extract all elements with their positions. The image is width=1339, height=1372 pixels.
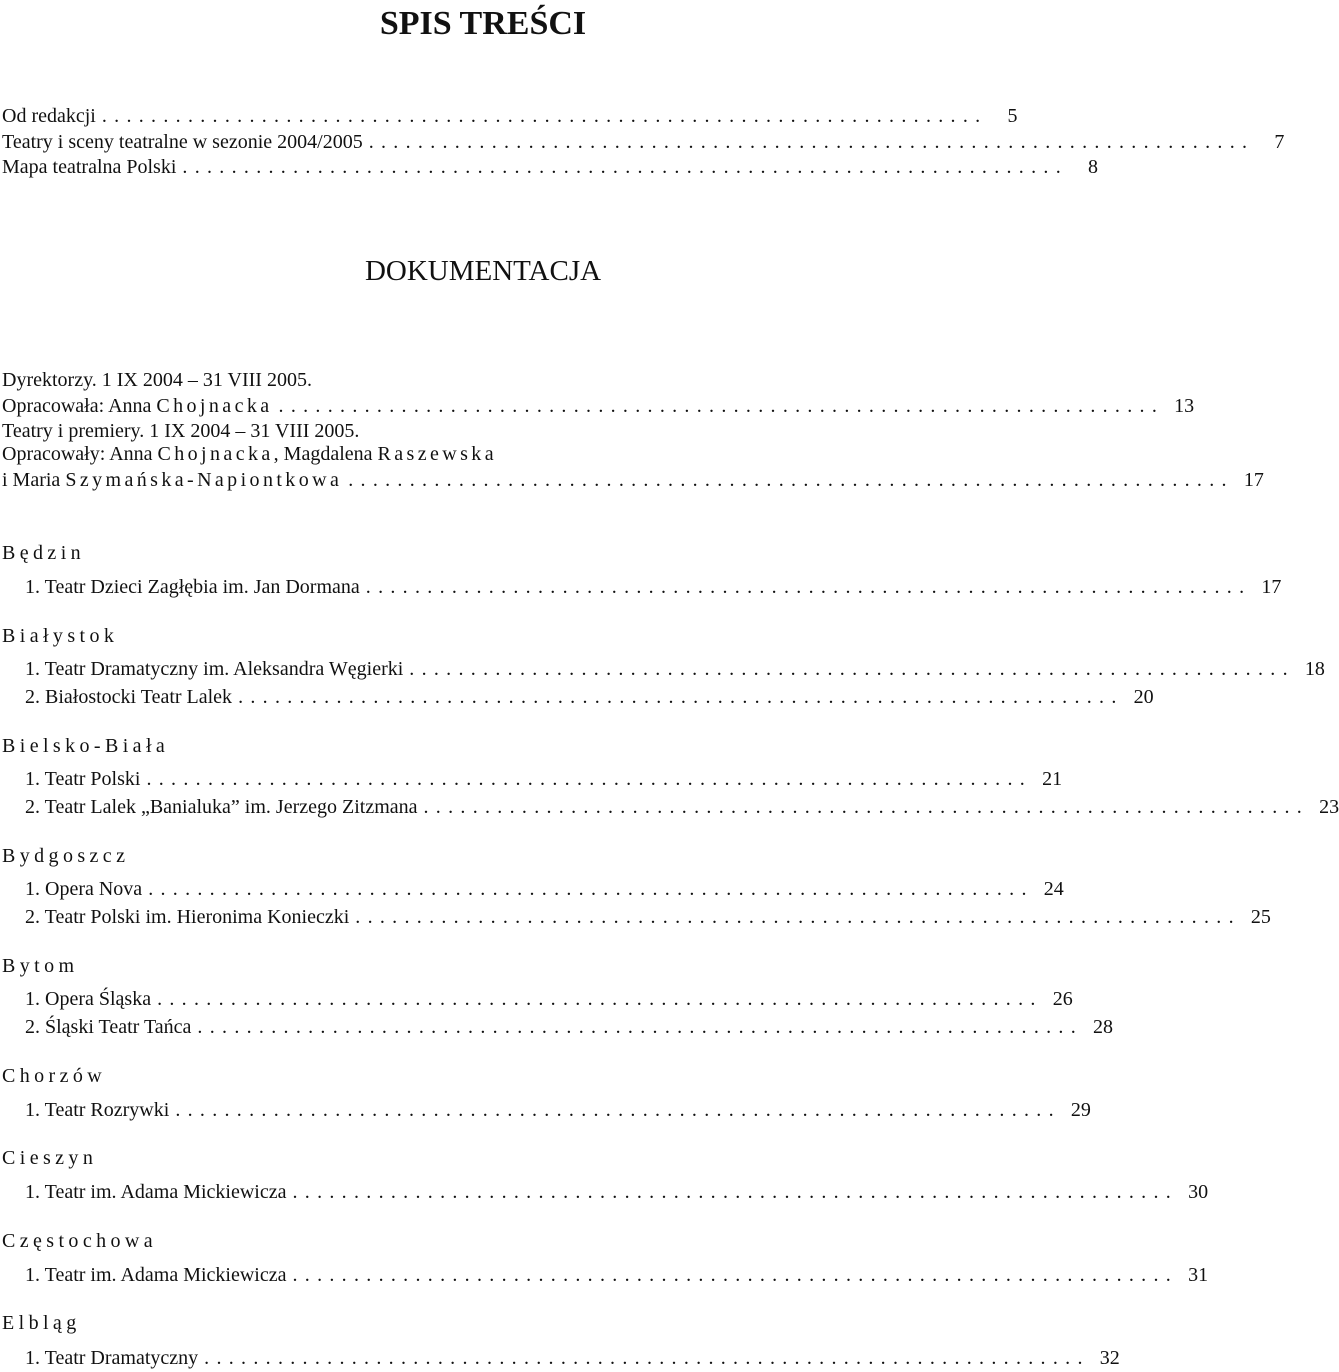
city-heading: Częstochowa (2, 1230, 158, 1252)
toc-entry-page: 25 (1250, 906, 1271, 928)
dot-leader: ........................................................................ (238, 686, 1124, 708)
toc-entry-text: 1. Teatr Dramatyczny (25, 1347, 199, 1369)
toc-entry[interactable] (25, 1014, 1114, 1040)
toc-entry-author-line (2, 393, 273, 419)
dot-leader: ........................................................................ (423, 796, 1310, 818)
dot-leader: ........................................................................ (101, 105, 988, 127)
toc-entry-text: Od redakcji (2, 105, 96, 127)
toc-entry-page: 31 (1188, 1264, 1209, 1286)
dot-leader: ........................................................................ (278, 395, 1165, 417)
toc-entry-page: 20 (1133, 686, 1154, 708)
toc-entry[interactable] (25, 904, 1271, 930)
toc-entry-page: 23 (1319, 796, 1339, 818)
dot-leader: ........................................................................ (157, 988, 1043, 1010)
section-title: DOKUMENTACJA (364, 255, 602, 287)
toc-entry[interactable] (25, 1179, 1209, 1205)
toc-entry-text: 1. Teatr im. Adama Mickiewicza (25, 1181, 287, 1203)
city-heading: Elbląg (2, 1312, 81, 1334)
toc-entry-text: 1. Teatr Polski (25, 768, 141, 790)
toc-entry-text: 1. Teatr Dzieci Zagłębia im. Jan Dormana (25, 576, 360, 598)
dot-leader: ........................................................................ (146, 768, 1033, 790)
dot-leader: ........................................................................ (409, 658, 1295, 680)
author-separator: , Magdalena (273, 443, 378, 465)
dot-leader: ........................................................................ (148, 878, 1034, 900)
toc-entry-text: 1. Teatr im. Adama Mickiewicza (25, 1264, 287, 1286)
dot-leader: ........................................................................ (355, 906, 1241, 928)
toc-entry[interactable] (25, 1262, 1209, 1288)
toc-entry-page: 13 (1174, 395, 1195, 417)
toc-entry-page: 24 (1043, 878, 1064, 900)
dot-leader: ........................................................................ (365, 576, 1252, 598)
toc-entry-page: 28 (1093, 1016, 1114, 1038)
city-heading: Bielsko-Biała (2, 735, 170, 757)
dot-leader: ........................................................................ (175, 1099, 1061, 1121)
toc-entry[interactable] (2, 103, 1018, 129)
toc-entry-page: 30 (1188, 1181, 1209, 1203)
toc-entry-title: Teatry i premiery. 1 IX 2004 – 31 VIII 2005. (2, 420, 360, 442)
author-name: Raszewska (377, 443, 497, 465)
toc-entry-text: Teatry i sceny teatralne w sezonie 2004/2005 (2, 131, 363, 153)
toc-entry-page: 17 (1261, 576, 1282, 598)
city-heading: Bydgoszcz (2, 845, 130, 867)
toc-entry-page: 18 (1304, 658, 1325, 680)
city-heading: Cieszyn (2, 1147, 98, 1169)
toc-entry-page: 8 (1088, 156, 1099, 178)
toc-entry-text: 1. Teatr Rozrywki (25, 1099, 170, 1121)
toc-entry[interactable] (25, 656, 1325, 682)
toc-entry[interactable] (25, 794, 1339, 820)
toc-entry-page: 29 (1070, 1099, 1091, 1121)
dot-leader: ........................................................................ (348, 469, 1234, 491)
toc-entry-text: 1. Opera Śląska (25, 988, 152, 1010)
author-name: Chojnacka (157, 443, 274, 465)
author-prefix: Opracowały: Anna (2, 443, 158, 465)
toc-entry-page: 21 (1042, 768, 1063, 790)
toc-entry[interactable] (2, 393, 1195, 419)
dot-leader: ........................................................................ (204, 1347, 1090, 1369)
toc-entry-page: 5 (1007, 105, 1018, 127)
dot-leader: ........................................................................ (368, 131, 1255, 153)
author-prefix: i Maria (2, 469, 66, 491)
toc-entry[interactable] (25, 574, 1282, 600)
city-heading: Będzin (2, 542, 86, 564)
toc-entry[interactable] (2, 467, 1264, 493)
toc-entry-text: 2. Śląski Teatr Tańca (25, 1016, 192, 1038)
author-name: Chojnacka (156, 395, 273, 417)
toc-entry[interactable] (2, 154, 1099, 180)
dot-leader: ........................................................................ (197, 1016, 1084, 1038)
toc-entry-page: 7 (1274, 131, 1285, 153)
toc-entry[interactable] (2, 129, 1285, 155)
dot-leader: ........................................................................ (292, 1264, 1179, 1286)
toc-entry-author-line (2, 441, 497, 467)
toc-entry[interactable] (25, 876, 1064, 902)
toc-entry-author-line (2, 467, 342, 493)
toc-entry-page: 17 (1243, 469, 1264, 491)
toc-entry-title: Dyrektorzy. 1 IX 2004 – 31 VIII 2005. (2, 369, 312, 391)
author-name: Szymańska-Napiontkowa (65, 469, 343, 491)
dot-leader: ........................................................................ (182, 156, 1069, 178)
toc-entry-text: Mapa teatralna Polski (2, 156, 177, 178)
city-heading: Chorzów (2, 1065, 107, 1087)
toc-entry-text: 2. Teatr Lalek „Banialuka” im. Jerzego Zitzmana (25, 796, 418, 818)
city-heading: Bytom (2, 955, 79, 977)
toc-entry[interactable] (25, 766, 1063, 792)
page-title: SPIS TREŚCI (379, 5, 587, 42)
toc-entry[interactable] (25, 1097, 1091, 1123)
toc-entry[interactable] (25, 986, 1073, 1012)
toc-entry[interactable] (25, 684, 1154, 710)
toc-entry-page: 26 (1052, 988, 1073, 1010)
toc-entry-text: 2. Teatr Polski im. Hieronima Konieczki (25, 906, 350, 928)
author-prefix: Opracowała: Anna (2, 395, 157, 417)
toc-entry[interactable] (25, 1345, 1120, 1371)
toc-entry-text: 1. Opera Nova (25, 878, 143, 900)
dot-leader: ........................................................................ (292, 1181, 1179, 1203)
toc-entry-text: 1. Teatr Dramatyczny im. Aleksandra Węgierki (25, 658, 404, 680)
toc-entry-text: 2. Białostocki Teatr Lalek (25, 686, 233, 708)
toc-entry-page: 32 (1099, 1347, 1120, 1369)
city-heading: Białystok (2, 625, 119, 647)
